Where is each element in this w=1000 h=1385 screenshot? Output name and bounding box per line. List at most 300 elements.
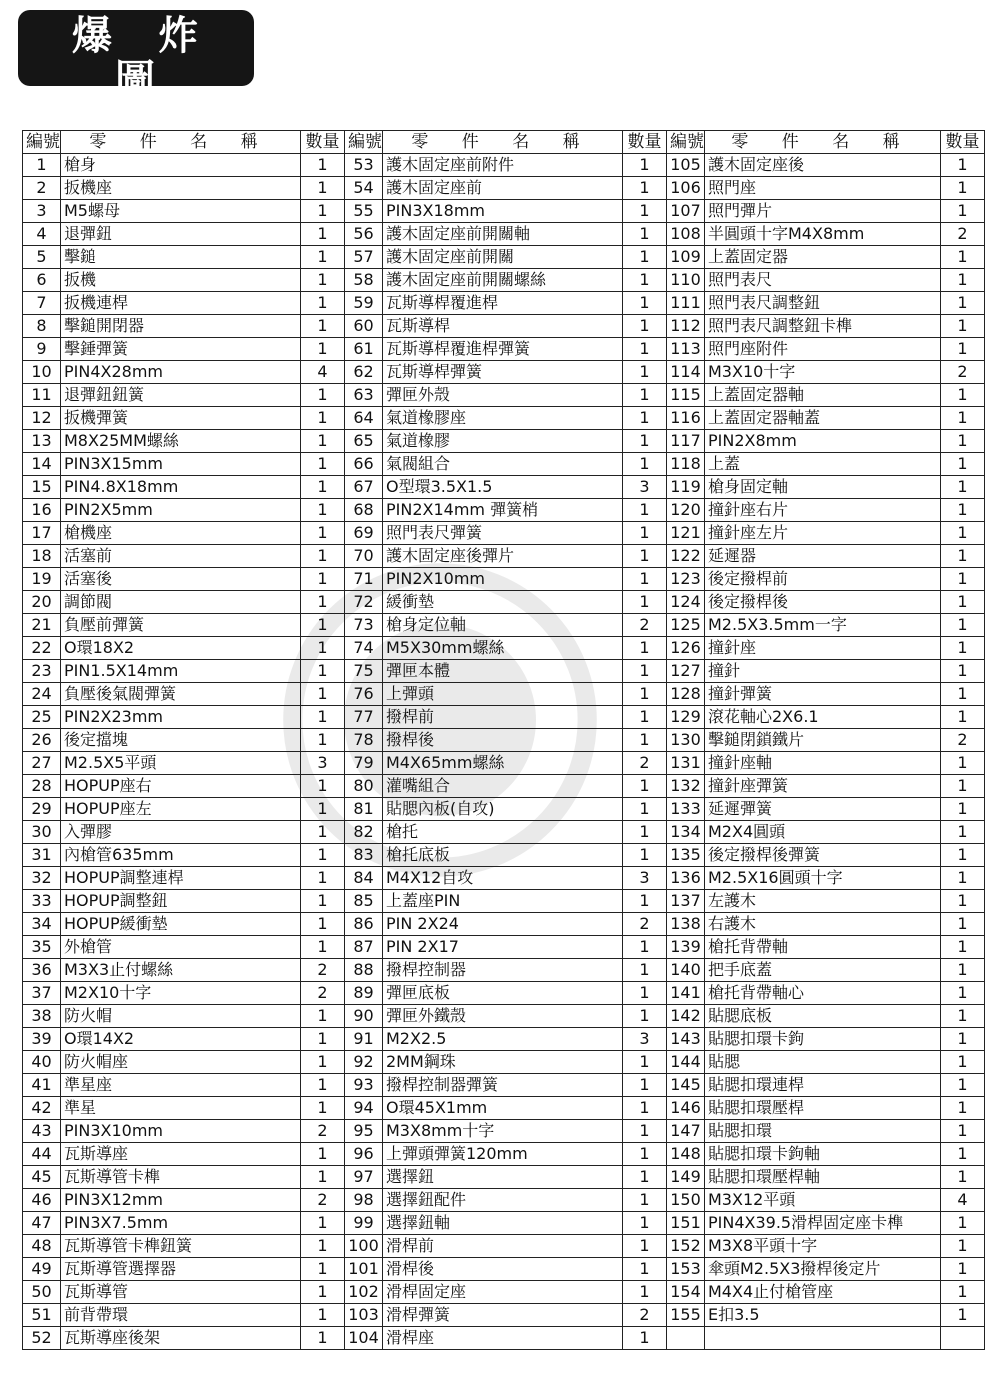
part-name: 貼腮底板: [705, 1005, 941, 1028]
part-quantity: 1: [301, 292, 345, 315]
part-number: 132: [667, 775, 705, 798]
part-quantity: 1: [941, 1074, 985, 1097]
part-number: 104: [345, 1327, 383, 1350]
part-number: 154: [667, 1281, 705, 1304]
part-quantity: 1: [301, 384, 345, 407]
part-number: 113: [667, 338, 705, 361]
part-name: 氣閥組合: [383, 453, 623, 476]
col-header-qty: 數量: [301, 131, 345, 154]
part-number: 130: [667, 729, 705, 752]
part-number: 98: [345, 1189, 383, 1212]
part-number: 146: [667, 1097, 705, 1120]
part-name: M2X2.5: [383, 1028, 623, 1051]
part-number: 39: [23, 1028, 61, 1051]
part-number: 138: [667, 913, 705, 936]
part-number: 53: [345, 154, 383, 177]
part-name: PIN2X5mm: [61, 499, 301, 522]
part-number: 54: [345, 177, 383, 200]
part-name: 瓦斯導管: [61, 1281, 301, 1304]
part-number: 27: [23, 752, 61, 775]
part-quantity: 1: [623, 568, 667, 591]
part-number: 72: [345, 591, 383, 614]
part-quantity: 1: [301, 729, 345, 752]
part-quantity: 1: [941, 1120, 985, 1143]
part-quantity: 1: [301, 1258, 345, 1281]
part-name: 內槍管635mm: [61, 844, 301, 867]
table-row: [23, 1258, 985, 1281]
part-quantity: 1: [623, 706, 667, 729]
part-number: 97: [345, 1166, 383, 1189]
part-name: 後定撥桿前: [705, 568, 941, 591]
table-row: [23, 545, 985, 568]
part-quantity: 1: [941, 982, 985, 1005]
part-quantity: 1: [941, 660, 985, 683]
part-number: 143: [667, 1028, 705, 1051]
part-quantity: 1: [941, 453, 985, 476]
part-quantity: 1: [301, 1028, 345, 1051]
part-quantity: 1: [623, 1120, 667, 1143]
table-row: [23, 177, 985, 200]
part-name: 瓦斯導管選擇器: [61, 1258, 301, 1281]
part-number: 90: [345, 1005, 383, 1028]
part-number: 101: [345, 1258, 383, 1281]
part-number: [667, 1327, 705, 1350]
part-name: 退彈鈕鈕簧: [61, 384, 301, 407]
part-quantity: 1: [301, 614, 345, 637]
part-name: 護木固定座前開關螺絲: [383, 269, 623, 292]
part-number: 17: [23, 522, 61, 545]
part-quantity: 1: [941, 1028, 985, 1051]
part-quantity: 3: [623, 867, 667, 890]
part-quantity: 1: [301, 867, 345, 890]
part-number: 148: [667, 1143, 705, 1166]
part-name: 擊鎚閉鎖鐵片: [705, 729, 941, 752]
table-row: [23, 936, 985, 959]
part-number: 152: [667, 1235, 705, 1258]
table-row: [23, 384, 985, 407]
part-name: 活塞前: [61, 545, 301, 568]
part-name: 上蓋座PIN: [383, 890, 623, 913]
part-name: 氣道橡膠: [383, 430, 623, 453]
part-quantity: 1: [623, 1189, 667, 1212]
part-name: PIN4X28mm: [61, 361, 301, 384]
part-quantity: 1: [941, 1005, 985, 1028]
table-row: [23, 821, 985, 844]
part-quantity: 1: [301, 821, 345, 844]
part-number: 47: [23, 1212, 61, 1235]
part-quantity: 1: [623, 1074, 667, 1097]
part-number: 150: [667, 1189, 705, 1212]
part-quantity: 1: [623, 1258, 667, 1281]
part-quantity: 1: [623, 430, 667, 453]
part-name: 2MM鋼珠: [383, 1051, 623, 1074]
part-quantity: 3: [623, 476, 667, 499]
part-number: 1: [23, 154, 61, 177]
part-number: 60: [345, 315, 383, 338]
part-number: 28: [23, 775, 61, 798]
part-quantity: 1: [941, 292, 985, 315]
part-number: 38: [23, 1005, 61, 1028]
part-name: 滑桿前: [383, 1235, 623, 1258]
part-name: 貼腮扣環卡鉤: [705, 1028, 941, 1051]
part-number: 83: [345, 844, 383, 867]
part-number: 26: [23, 729, 61, 752]
part-quantity: 1: [941, 1281, 985, 1304]
part-name: 槍身: [61, 154, 301, 177]
part-number: 57: [345, 246, 383, 269]
part-name: 照門座: [705, 177, 941, 200]
part-quantity: 1: [623, 407, 667, 430]
table-row: [23, 752, 985, 775]
part-quantity: 1: [623, 453, 667, 476]
part-number: 123: [667, 568, 705, 591]
part-number: 153: [667, 1258, 705, 1281]
part-name: M4X4止付槍管座: [705, 1281, 941, 1304]
part-number: 34: [23, 913, 61, 936]
parts-table-body: [23, 154, 985, 1350]
table-row: [23, 1143, 985, 1166]
part-quantity: 2: [301, 982, 345, 1005]
part-quantity: 1: [301, 706, 345, 729]
part-number: 126: [667, 637, 705, 660]
part-name: 瓦斯導桿: [383, 315, 623, 338]
part-name: 撞針: [705, 660, 941, 683]
part-name: 外槍管: [61, 936, 301, 959]
part-quantity: 3: [623, 1028, 667, 1051]
part-name: 貼腮: [705, 1051, 941, 1074]
part-number: 68: [345, 499, 383, 522]
table-row: [23, 223, 985, 246]
part-name: 彈匣底板: [383, 982, 623, 1005]
table-row: [23, 591, 985, 614]
part-name: 滑桿固定座: [383, 1281, 623, 1304]
table-row: [23, 1120, 985, 1143]
part-name: 照門表尺調整鈕卡榫: [705, 315, 941, 338]
part-quantity: 2: [941, 729, 985, 752]
part-quantity: 1: [301, 775, 345, 798]
part-quantity: 1: [941, 476, 985, 499]
part-quantity: 1: [301, 407, 345, 430]
part-quantity: 1: [301, 591, 345, 614]
part-quantity: 2: [623, 1304, 667, 1327]
part-name: 瓦斯導座後架: [61, 1327, 301, 1350]
part-quantity: 1: [941, 1166, 985, 1189]
part-name: 後定擋塊: [61, 729, 301, 752]
part-name: PIN 2X17: [383, 936, 623, 959]
part-quantity: 1: [941, 545, 985, 568]
part-number: 69: [345, 522, 383, 545]
part-name: 緩衝墊: [383, 591, 623, 614]
part-number: 106: [667, 177, 705, 200]
part-name: PIN4.8X18mm: [61, 476, 301, 499]
part-name: 傘頭M2.5X3撥桿後定片: [705, 1258, 941, 1281]
part-number: 35: [23, 936, 61, 959]
part-quantity: 1: [301, 1327, 345, 1350]
part-quantity: 1: [301, 844, 345, 867]
part-name: 後定撥桿後彈簧: [705, 844, 941, 867]
part-name: 滑桿座: [383, 1327, 623, 1350]
part-quantity: 1: [301, 545, 345, 568]
part-name: 撞針座彈簧: [705, 775, 941, 798]
part-name: 照門彈片: [705, 200, 941, 223]
col-header-num: 編號: [23, 131, 61, 154]
part-name: 槍托: [383, 821, 623, 844]
part-quantity: 1: [623, 982, 667, 1005]
part-name: 槍托背帶軸: [705, 936, 941, 959]
part-quantity: 1: [301, 1166, 345, 1189]
part-name: M8X25MM螺絲: [61, 430, 301, 453]
part-name: 左護木: [705, 890, 941, 913]
part-quantity: 1: [623, 591, 667, 614]
part-quantity: 1: [301, 683, 345, 706]
part-number: 155: [667, 1304, 705, 1327]
part-number: 134: [667, 821, 705, 844]
part-name: 上彈頭彈簧120mm: [383, 1143, 623, 1166]
part-number: 19: [23, 568, 61, 591]
table-row: [23, 1097, 985, 1120]
part-quantity: 2: [623, 614, 667, 637]
col-header-num: 編號: [345, 131, 383, 154]
part-quantity: 4: [301, 361, 345, 384]
table-row: [23, 959, 985, 982]
part-name: M3X8mm十字: [383, 1120, 623, 1143]
part-name: 護木固定座前開關軸: [383, 223, 623, 246]
part-number: 55: [345, 200, 383, 223]
part-number: 92: [345, 1051, 383, 1074]
part-name: 後定撥桿後: [705, 591, 941, 614]
part-number: 95: [345, 1120, 383, 1143]
part-number: 88: [345, 959, 383, 982]
part-number: 22: [23, 637, 61, 660]
part-number: 74: [345, 637, 383, 660]
col-header-name: 零 件 名 稱: [383, 131, 623, 154]
part-name: 槍身定位軸: [383, 614, 623, 637]
part-quantity: 1: [301, 476, 345, 499]
table-row: [23, 361, 985, 384]
part-name: M3X12平頭: [705, 1189, 941, 1212]
part-number: 42: [23, 1097, 61, 1120]
table-row: [23, 1005, 985, 1028]
part-name: PIN2X23mm: [61, 706, 301, 729]
part-name: 貼腮扣環壓桿軸: [705, 1166, 941, 1189]
part-name: M2.5X3.5mm一字: [705, 614, 941, 637]
part-number: 4: [23, 223, 61, 246]
part-name: 貼腮扣環連桿: [705, 1074, 941, 1097]
table-row: [23, 292, 985, 315]
part-name: M2.5X5平頭: [61, 752, 301, 775]
part-name: 撞針座右片: [705, 499, 941, 522]
part-name: M3X10十字: [705, 361, 941, 384]
part-number: 142: [667, 1005, 705, 1028]
part-quantity: 1: [301, 1097, 345, 1120]
part-quantity: 1: [301, 936, 345, 959]
part-name: 撞針座: [705, 637, 941, 660]
part-name: 滑桿彈簧: [383, 1304, 623, 1327]
part-number: 119: [667, 476, 705, 499]
part-name: 選擇鈕軸: [383, 1212, 623, 1235]
part-number: 89: [345, 982, 383, 1005]
part-number: 71: [345, 568, 383, 591]
part-number: 120: [667, 499, 705, 522]
part-number: 7: [23, 292, 61, 315]
part-name: M4X65mm螺絲: [383, 752, 623, 775]
part-name: HOPUP座右: [61, 775, 301, 798]
col-header-qty: 數量: [623, 131, 667, 154]
part-name: 前背帶環: [61, 1304, 301, 1327]
part-quantity: 1: [301, 223, 345, 246]
part-number: 37: [23, 982, 61, 1005]
table-row: [23, 775, 985, 798]
part-name: 撞針座軸: [705, 752, 941, 775]
part-name: O環14X2: [61, 1028, 301, 1051]
part-number: 77: [345, 706, 383, 729]
part-quantity: 1: [301, 1051, 345, 1074]
part-quantity: 1: [623, 1005, 667, 1028]
part-quantity: 1: [623, 499, 667, 522]
part-number: 44: [23, 1143, 61, 1166]
part-name: 瓦斯導桿覆進桿彈簧: [383, 338, 623, 361]
part-number: 125: [667, 614, 705, 637]
part-name: 退彈鈕: [61, 223, 301, 246]
part-number: 2: [23, 177, 61, 200]
part-quantity: 1: [623, 545, 667, 568]
table-row: [23, 315, 985, 338]
part-name: O環18X2: [61, 637, 301, 660]
part-number: 100: [345, 1235, 383, 1258]
part-quantity: 1: [301, 1074, 345, 1097]
table-row: [23, 1281, 985, 1304]
part-name: O環45X1mm: [383, 1097, 623, 1120]
part-quantity: 1: [623, 223, 667, 246]
part-quantity: 1: [623, 246, 667, 269]
part-number: 36: [23, 959, 61, 982]
part-name: PIN2X14mm 彈簧梢: [383, 499, 623, 522]
part-name: 照門表尺調整鈕: [705, 292, 941, 315]
part-number: 112: [667, 315, 705, 338]
part-number: 11: [23, 384, 61, 407]
part-number: 84: [345, 867, 383, 890]
part-name: 瓦斯導桿彈簧: [383, 361, 623, 384]
part-quantity: 1: [941, 798, 985, 821]
part-name: 撞針彈簧: [705, 683, 941, 706]
part-name: 延遲器: [705, 545, 941, 568]
table-row: [23, 1028, 985, 1051]
part-name: 瓦斯導桿覆進桿: [383, 292, 623, 315]
part-number: 122: [667, 545, 705, 568]
part-quantity: 1: [941, 1258, 985, 1281]
part-quantity: 1: [623, 1051, 667, 1074]
part-number: 86: [345, 913, 383, 936]
part-name: 上蓋固定器軸蓋: [705, 407, 941, 430]
part-quantity: 1: [301, 1005, 345, 1028]
part-number: 110: [667, 269, 705, 292]
table-row: [23, 867, 985, 890]
part-name: 扳機彈簧: [61, 407, 301, 430]
part-quantity: 1: [301, 1143, 345, 1166]
part-number: 64: [345, 407, 383, 430]
part-number: 52: [23, 1327, 61, 1350]
part-number: 103: [345, 1304, 383, 1327]
part-name: 調節閥: [61, 591, 301, 614]
part-number: 30: [23, 821, 61, 844]
part-number: 13: [23, 430, 61, 453]
part-name: 撞針座左片: [705, 522, 941, 545]
part-quantity: 1: [301, 177, 345, 200]
part-name: 槍托底板: [383, 844, 623, 867]
part-number: 149: [667, 1166, 705, 1189]
part-quantity: 1: [623, 1281, 667, 1304]
part-name: HOPUP緩衝墊: [61, 913, 301, 936]
part-quantity: 1: [623, 200, 667, 223]
part-quantity: 1: [941, 637, 985, 660]
part-quantity: 1: [941, 683, 985, 706]
part-name: 上蓋固定器軸: [705, 384, 941, 407]
table-row: [23, 200, 985, 223]
part-name: 滾花軸心2X6.1: [705, 706, 941, 729]
part-quantity: 1: [941, 384, 985, 407]
part-number: 93: [345, 1074, 383, 1097]
part-number: 78: [345, 729, 383, 752]
part-quantity: 1: [941, 269, 985, 292]
part-quantity: 1: [623, 1166, 667, 1189]
part-quantity: 2: [623, 913, 667, 936]
table-row: [23, 499, 985, 522]
part-quantity: 1: [623, 315, 667, 338]
part-number: 135: [667, 844, 705, 867]
part-number: 79: [345, 752, 383, 775]
part-number: 129: [667, 706, 705, 729]
part-quantity: 1: [301, 315, 345, 338]
part-name: HOPUP座左: [61, 798, 301, 821]
col-header-qty: 數量: [941, 131, 985, 154]
part-name: 上彈頭: [383, 683, 623, 706]
part-name: M3X3止付螺絲: [61, 959, 301, 982]
part-name: PIN3X18mm: [383, 200, 623, 223]
part-number: 40: [23, 1051, 61, 1074]
part-number: 121: [667, 522, 705, 545]
table-row: [23, 1166, 985, 1189]
table-row: [23, 154, 985, 177]
part-number: 118: [667, 453, 705, 476]
part-name: 上蓋固定器: [705, 246, 941, 269]
part-number: 6: [23, 269, 61, 292]
part-quantity: 1: [301, 660, 345, 683]
part-name: 護木固定座後: [705, 154, 941, 177]
part-name: 槍身固定軸: [705, 476, 941, 499]
part-quantity: 1: [301, 499, 345, 522]
part-name: 照門座附件: [705, 338, 941, 361]
part-quantity: 1: [941, 499, 985, 522]
part-number: 109: [667, 246, 705, 269]
part-number: 50: [23, 1281, 61, 1304]
part-name: M3X8平頭十字: [705, 1235, 941, 1258]
part-quantity: 1: [623, 959, 667, 982]
part-quantity: 1: [941, 568, 985, 591]
part-number: 23: [23, 660, 61, 683]
part-number: 124: [667, 591, 705, 614]
part-quantity: 1: [941, 821, 985, 844]
part-number: 65: [345, 430, 383, 453]
part-name: PIN3X10mm: [61, 1120, 301, 1143]
part-name: M5螺母: [61, 200, 301, 223]
part-name: 準星座: [61, 1074, 301, 1097]
part-number: 31: [23, 844, 61, 867]
part-quantity: 1: [941, 1304, 985, 1327]
part-quantity: 2: [301, 1120, 345, 1143]
part-number: 116: [667, 407, 705, 430]
part-name: 入彈膠: [61, 821, 301, 844]
parts-table: [22, 130, 985, 1350]
